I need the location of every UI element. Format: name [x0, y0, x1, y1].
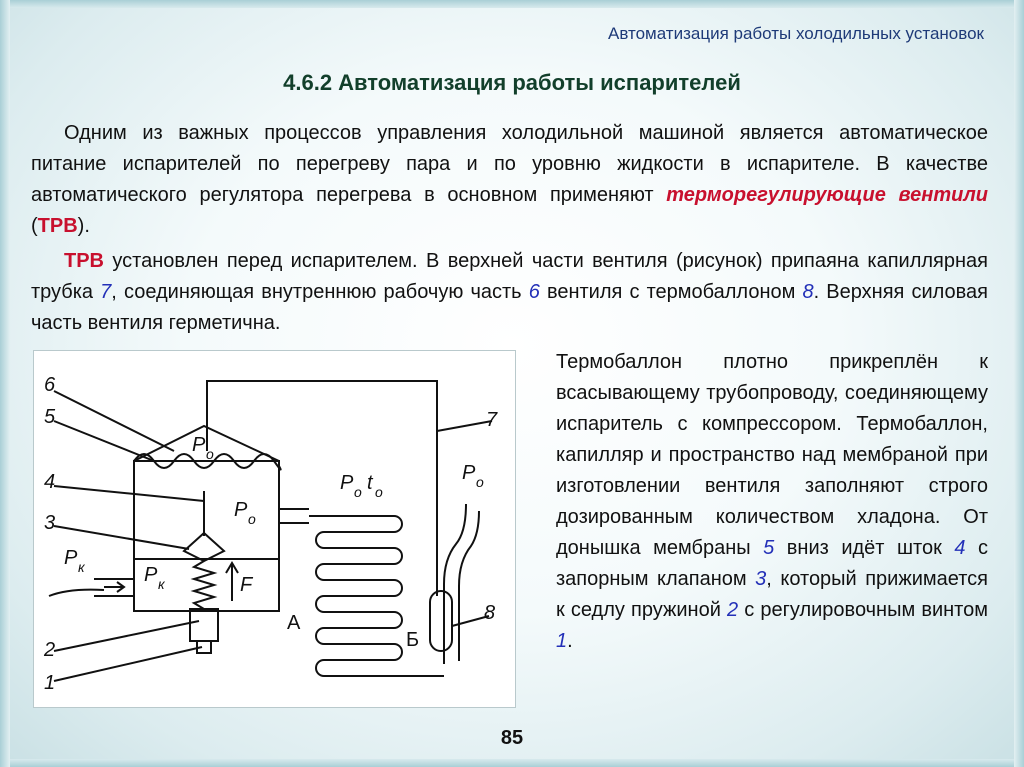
- label-4: 4: [44, 471, 56, 493]
- paragraph-2-text-4: . Верхняя силовая часть вентиля герметична.: [31, 281, 989, 334]
- ref-3: 3: [755, 568, 767, 590]
- ref-7: 7: [100, 281, 112, 303]
- label-b: Б: [406, 629, 420, 651]
- label-p-coil-sub: o: [354, 484, 362, 500]
- side-text: [556, 347, 988, 657]
- label-pk-outer-sub: к: [78, 559, 85, 575]
- label-p-mid-sub: o: [248, 511, 256, 527]
- label-8: 8: [484, 602, 496, 624]
- paragraph-1-text: Одним из важных процессов управления холодильной машиной является автоматическое питание испарителей по перегреву пара и по уровню жидкости в испарителе. В качестве автоматического регулятора перегрева в основном применяют: [31, 122, 988, 206]
- label-1: 1: [44, 672, 56, 694]
- side-text-5: с регулировочным винтом: [738, 599, 988, 621]
- paragraph-1-end: .: [84, 215, 90, 237]
- side-text-2: вниз идёт шток: [774, 537, 955, 559]
- label-p-top: P: [192, 434, 206, 456]
- label-pk-inner-sub: к: [158, 576, 165, 592]
- term-trv: терморегулирующие вентили: [666, 184, 988, 206]
- ref-1: 1: [556, 630, 568, 652]
- label-a: А: [287, 612, 301, 634]
- frame-right: [1014, 0, 1024, 767]
- label-6: 6: [44, 374, 56, 396]
- paragraph-2-text-1: установлен перед испарителем. В верхней части вентиля (рисунок) припаяна капиллярная трубка: [31, 250, 988, 303]
- page-number: 85: [500, 727, 524, 749]
- paragraph-1: Одним из важных процессов управления холодильной машиной является автоматическое питание испарителей по перегреву пара и по уровню жидкости в испарителе. В качестве автоматического регулятора перегрева в основном применяют терморегулирующие вентили (ТРВ).: [31, 122, 988, 237]
- side-text-6: .: [567, 630, 573, 652]
- slide-header: Автоматизация работы холодильных установок: [607, 24, 984, 43]
- paragraph-2-text-2: , соединяющая внутреннюю рабочую часть: [111, 281, 529, 303]
- ref-2: 2: [726, 599, 739, 621]
- side-text-4: , который прижимается к седлу пружиной: [556, 568, 988, 621]
- ref-4: 4: [954, 537, 966, 559]
- label-p-bulb: P: [462, 462, 476, 484]
- abbr-trv: ТРВ: [37, 215, 78, 237]
- label-2: 2: [44, 639, 56, 661]
- frame-left: [0, 0, 10, 767]
- label-t-coil-sub: o: [375, 484, 383, 500]
- ref-8: 8: [802, 281, 814, 303]
- label-pk-inner: P: [144, 564, 158, 586]
- label-t-coil: t: [367, 472, 373, 494]
- evaporator-coil: [309, 516, 444, 676]
- slide-title: 4.6.2 Автоматизация работы испарителей: [283, 70, 741, 95]
- label-force: F: [240, 574, 253, 596]
- spring: [194, 561, 214, 609]
- thermobulb: [430, 591, 452, 651]
- label-3: 3: [44, 512, 56, 534]
- side-text-1: Термобаллон плотно прикреплён к всасывающему трубопроводу, соединяющему испаритель с компрессором. Термобаллон, капилляр и пространство над мембраной при изготовлении вентиля заполняют строго дозированным количеством хладона. От донышка мембраны: [556, 351, 988, 559]
- frame-top: [0, 0, 1024, 8]
- frame-bottom: [0, 759, 1024, 767]
- label-p-mid: P: [234, 499, 248, 521]
- label-p-bulb-sub: o: [476, 474, 484, 490]
- label-5: 5: [44, 406, 56, 428]
- label-pk-outer: P: [64, 547, 78, 569]
- ref-5: 5: [763, 537, 775, 559]
- paragraph-2: [31, 246, 988, 339]
- adjust-screw: [190, 609, 218, 641]
- label-p-top-sub: o: [206, 446, 214, 462]
- valve-diagram: [33, 350, 516, 708]
- label-p-coil: P: [340, 472, 354, 494]
- label-7: 7: [486, 409, 498, 431]
- abbr-trv-2: ТРВ: [64, 250, 104, 272]
- paragraph-2-text-3: вентиля с термобаллоном: [539, 281, 803, 303]
- ref-6: 6: [528, 281, 540, 303]
- side-text-3: с запорным клапаном: [556, 537, 989, 590]
